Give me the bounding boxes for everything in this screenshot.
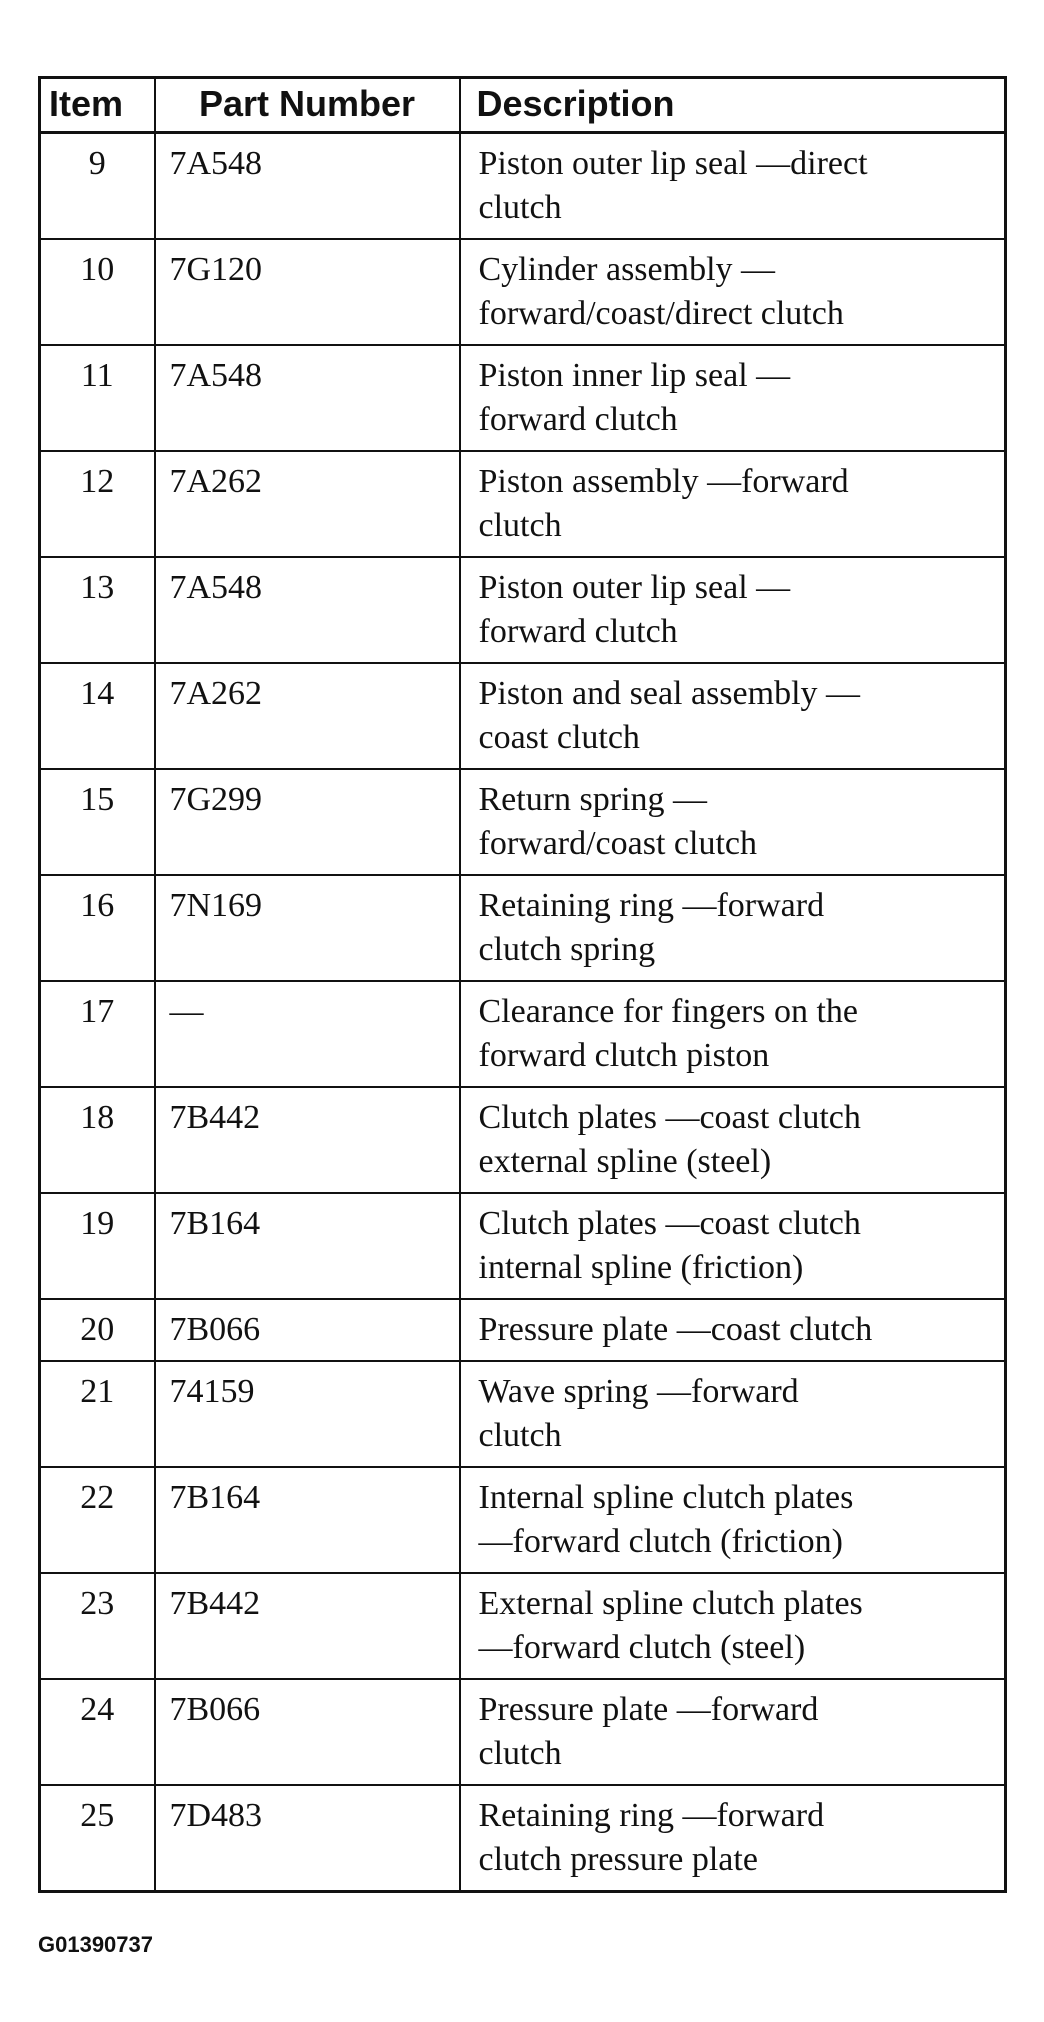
part-number: 74159 (155, 1361, 460, 1467)
description-line: Clutch plates —coast clutch (478, 1205, 861, 1242)
description-line: Clearance for fingers on the (478, 993, 858, 1030)
description-line: forward clutch piston (478, 1037, 770, 1074)
description (460, 1087, 1006, 1193)
item-number: 11 (40, 345, 155, 451)
table-row (40, 451, 1006, 557)
header-row (40, 78, 1006, 133)
item-number: 18 (40, 1087, 155, 1193)
table-row (40, 557, 1006, 663)
table-row (40, 981, 1006, 1087)
description (460, 133, 1006, 240)
table-row (40, 1299, 1006, 1361)
description-line: —forward clutch (friction) (478, 1523, 843, 1560)
description (460, 1785, 1006, 1892)
description-line: clutch (478, 1417, 562, 1454)
table-row (40, 1679, 1006, 1785)
item-number: 20 (40, 1299, 155, 1361)
item-number: 25 (40, 1785, 155, 1892)
item-number: 16 (40, 875, 155, 981)
table-row (40, 1361, 1006, 1467)
description (460, 451, 1006, 557)
description-line: Piston inner lip seal — (478, 357, 791, 394)
description-line: forward clutch (478, 613, 678, 650)
description-line: Pressure plate —forward (478, 1691, 819, 1728)
part-number: 7A548 (155, 345, 460, 451)
description (460, 1679, 1006, 1785)
description-line: external spline (steel) (478, 1143, 772, 1180)
part-number: 7A262 (155, 663, 460, 769)
description-line: clutch spring (478, 931, 656, 968)
table-row (40, 345, 1006, 451)
description (460, 557, 1006, 663)
part-number: 7B066 (155, 1299, 460, 1361)
description-line: Piston outer lip seal — (478, 569, 791, 606)
description (460, 345, 1006, 451)
description-line: —forward clutch (steel) (478, 1629, 806, 1666)
table-row (40, 239, 1006, 345)
description (460, 1193, 1006, 1299)
item-number: 10 (40, 239, 155, 345)
part-number: 7B066 (155, 1679, 460, 1785)
table-row (40, 1087, 1006, 1193)
table-row (40, 1193, 1006, 1299)
part-number: 7A548 (155, 557, 460, 663)
description-line: clutch pressure plate (478, 1841, 758, 1878)
description-line: Retaining ring —forward (478, 887, 825, 924)
parts-table (38, 76, 1007, 1893)
description-line: Pressure plate —coast clutch (478, 1311, 873, 1348)
description-line: Piston and seal assembly — (478, 675, 861, 712)
table-body (40, 133, 1006, 1892)
description-line: clutch (478, 1735, 562, 1772)
figure-code: G01390737 (38, 1932, 153, 1957)
description-line: clutch (478, 189, 562, 226)
item-number: 19 (40, 1193, 155, 1299)
table-row (40, 1573, 1006, 1679)
table-row (40, 1467, 1006, 1573)
item-number: 22 (40, 1467, 155, 1573)
table-row (40, 1785, 1006, 1892)
description-line: forward/coast clutch (478, 825, 757, 862)
description (460, 1467, 1006, 1573)
part-number: 7B164 (155, 1193, 460, 1299)
part-number: 7B164 (155, 1467, 460, 1573)
table-row (40, 769, 1006, 875)
description (460, 1573, 1006, 1679)
description-line: Cylinder assembly — (478, 251, 776, 288)
table-row (40, 133, 1006, 240)
column-header-description: Description (460, 78, 1006, 133)
part-number: 7G120 (155, 239, 460, 345)
description-line: Clutch plates —coast clutch (478, 1099, 861, 1136)
item-number: 21 (40, 1361, 155, 1467)
table-row (40, 663, 1006, 769)
part-number: 7B442 (155, 1573, 460, 1679)
description (460, 1299, 1006, 1361)
description-line: Return spring — (478, 781, 708, 818)
item-number: 14 (40, 663, 155, 769)
part-number: 7B442 (155, 1087, 460, 1193)
column-header-part-number: Part Number (155, 78, 460, 133)
description (460, 981, 1006, 1087)
part-number: 7A548 (155, 133, 460, 240)
description-line: Internal spline clutch plates (478, 1479, 854, 1516)
table-row (40, 875, 1006, 981)
description-line: clutch (478, 507, 562, 544)
item-number: 24 (40, 1679, 155, 1785)
description-line: forward clutch (478, 401, 678, 438)
part-number: 7G299 (155, 769, 460, 875)
description-line: coast clutch (478, 719, 640, 756)
item-number: 15 (40, 769, 155, 875)
column-header-item: Item (40, 78, 155, 133)
description (460, 875, 1006, 981)
description (460, 1361, 1006, 1467)
description-line: forward/coast/direct clutch (478, 295, 844, 332)
part-number: 7A262 (155, 451, 460, 557)
item-number: 23 (40, 1573, 155, 1679)
description (460, 769, 1006, 875)
item-number: 9 (40, 133, 155, 240)
item-number: 13 (40, 557, 155, 663)
part-number: 7D483 (155, 1785, 460, 1892)
item-number: 12 (40, 451, 155, 557)
description-line: internal spline (friction) (478, 1249, 804, 1286)
description-line: Retaining ring —forward (478, 1797, 825, 1834)
item-number: 17 (40, 981, 155, 1087)
description-line: Piston outer lip seal —direct (478, 145, 868, 182)
description-line: External spline clutch plates (478, 1585, 863, 1622)
description-line: Wave spring —forward (478, 1373, 799, 1410)
description-line: Piston assembly —forward (478, 463, 849, 500)
part-number: — (155, 981, 460, 1087)
description (460, 663, 1006, 769)
part-number: 7N169 (155, 875, 460, 981)
description (460, 239, 1006, 345)
